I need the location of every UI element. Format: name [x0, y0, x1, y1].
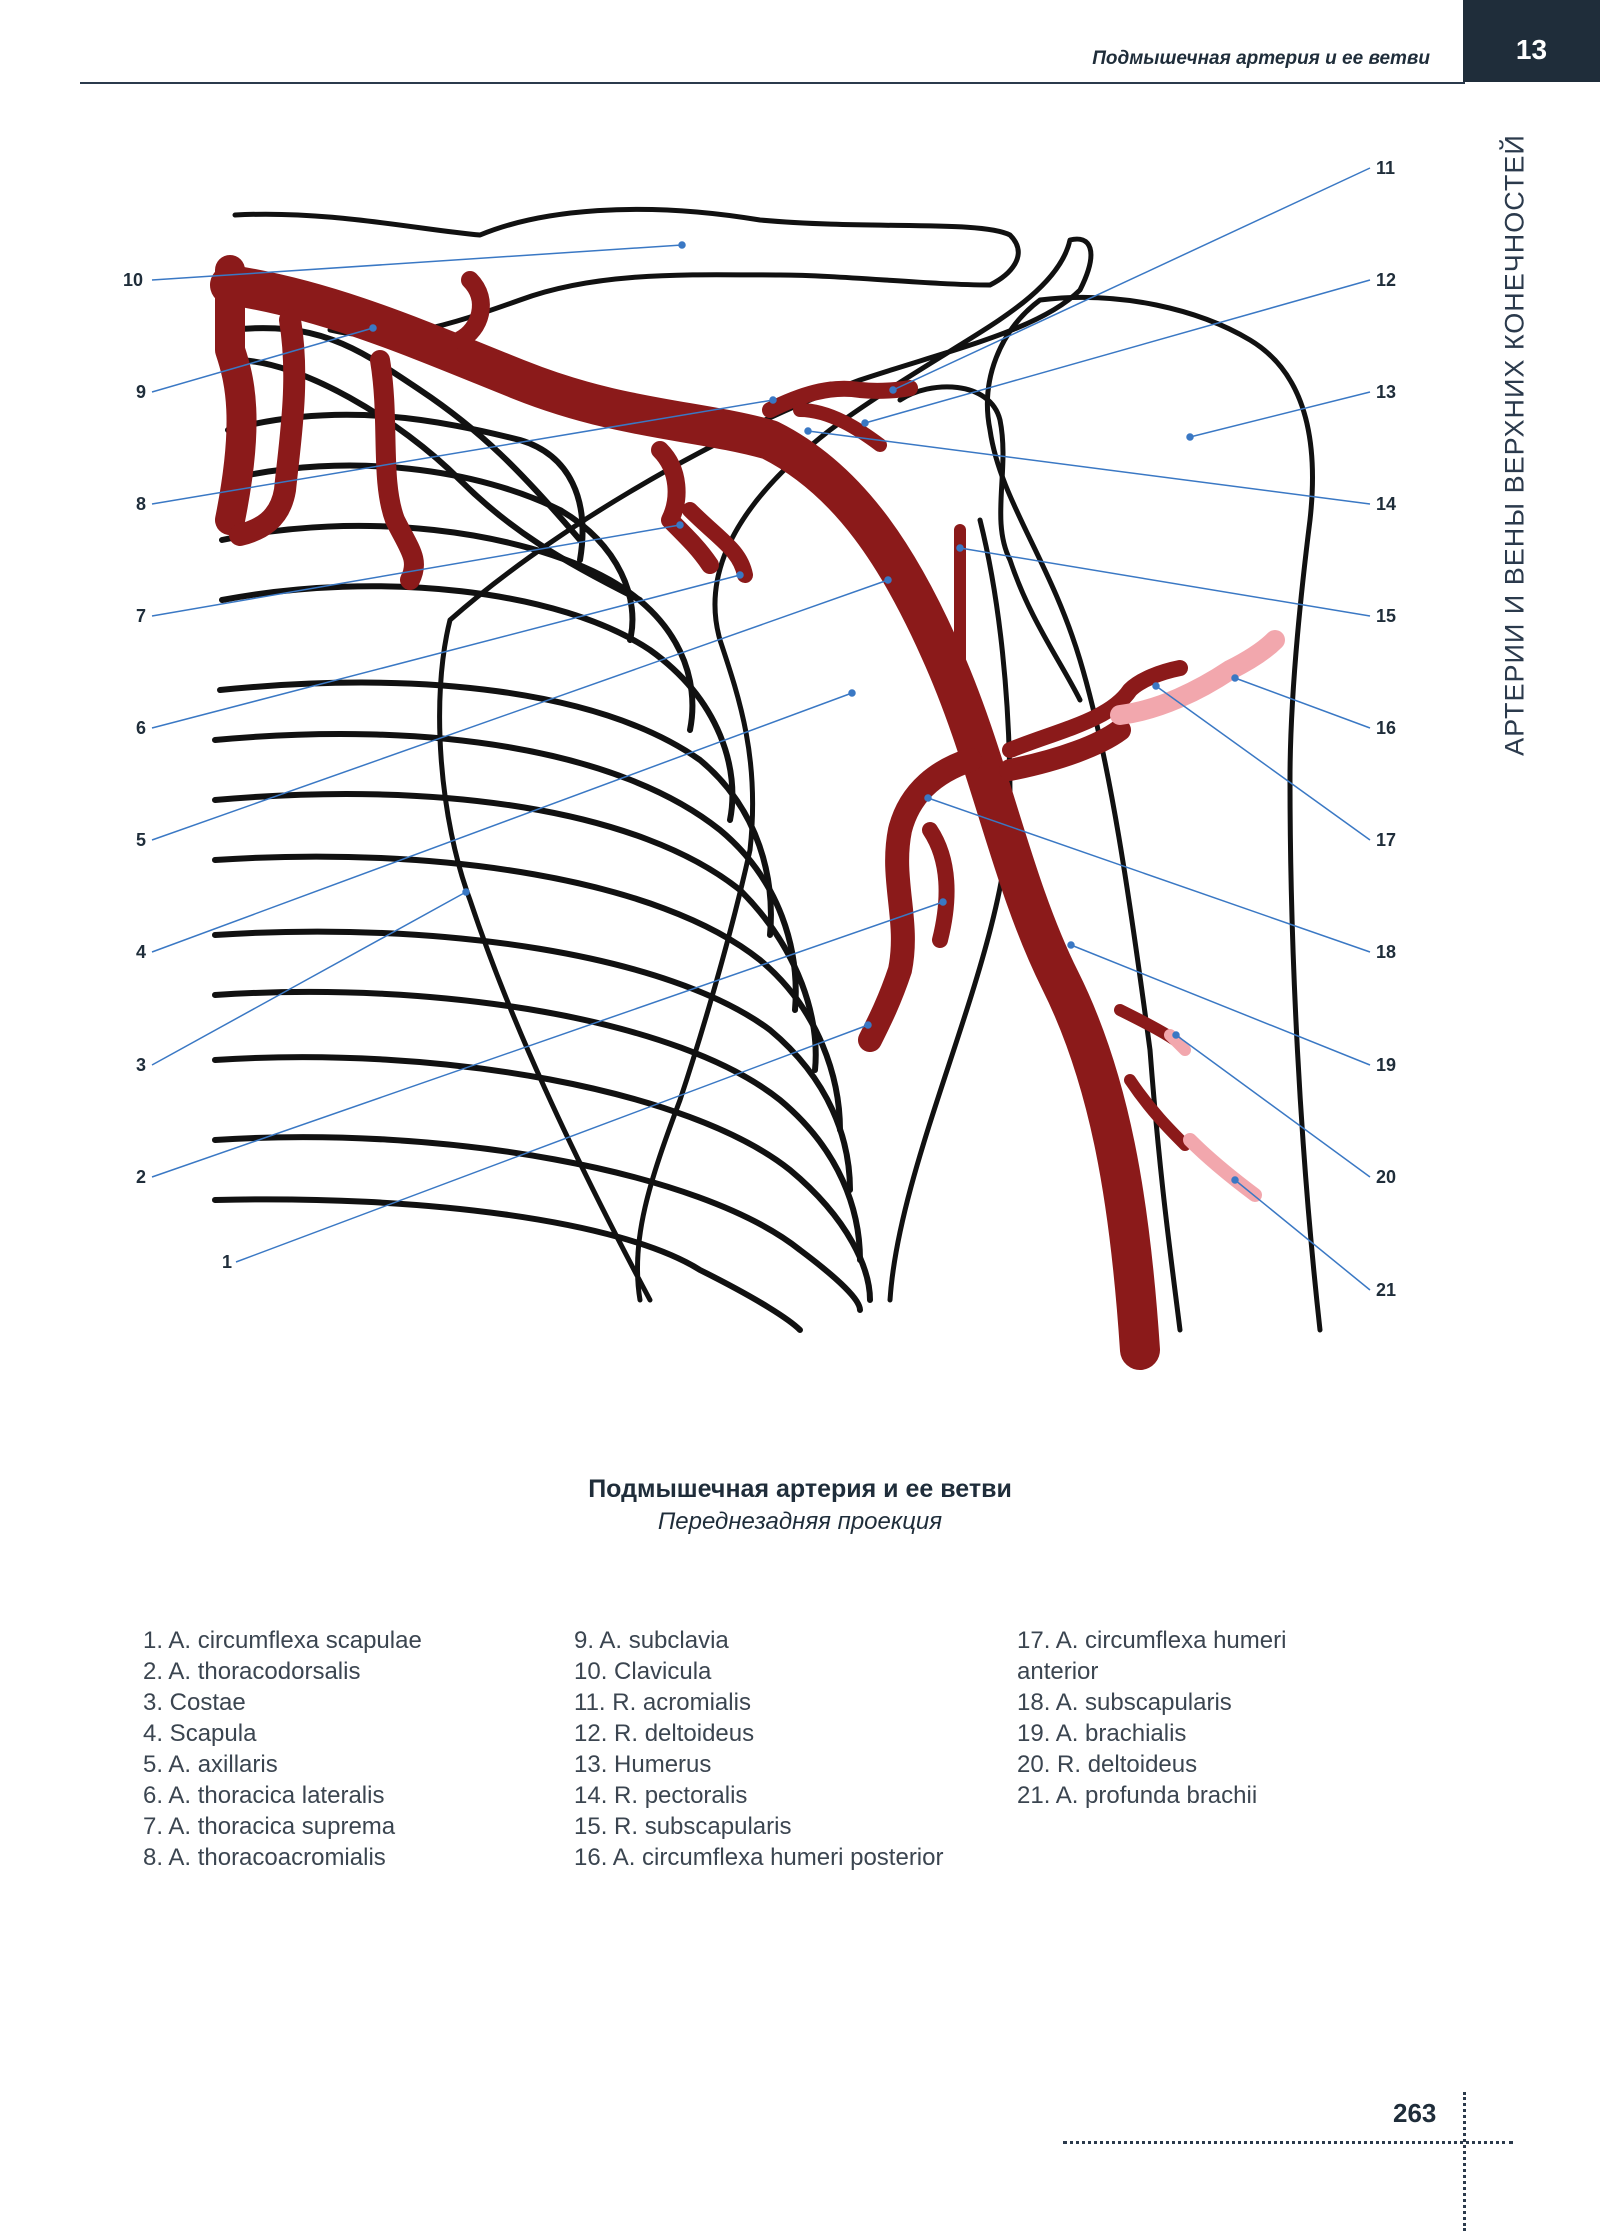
humerus-outline: [987, 297, 1320, 1330]
callout-9: 9: [136, 382, 147, 402]
legend-item: 4. Scapula: [143, 1720, 257, 1747]
figure-caption: [0, 1475, 1600, 1536]
leader-11: [893, 168, 1370, 390]
callout-6: 6: [136, 718, 147, 738]
ribs-group: [215, 328, 870, 1330]
callout-1: 1: [222, 1252, 233, 1272]
legend-item: 15. R. subscapularis: [574, 1813, 792, 1840]
leader-16: [1235, 678, 1370, 728]
legend-item: 20. R. deltoideus: [1017, 1751, 1198, 1778]
legend-column-3: [1017, 1625, 1347, 1811]
legend-item: 12. R. deltoideus: [574, 1720, 755, 1747]
callout-18: 18: [1376, 942, 1397, 962]
chapter-number: 13: [1515, 34, 1548, 65]
legend-column-1: [143, 1625, 422, 1873]
legend-item: 17. A. circumflexa humeri anterior: [1017, 1627, 1287, 1685]
callout-13: 13: [1376, 382, 1397, 402]
legend-item: 6. A. thoracica lateralis: [143, 1782, 385, 1809]
rib-13: [215, 1199, 800, 1330]
caption-title: Подмышечная артерия и ее ветви: [588, 1475, 1012, 1503]
deltoid-branch: [800, 410, 880, 445]
legend-item: 19. A. brachialis: [1017, 1720, 1187, 1747]
callout-3: 3: [136, 1055, 147, 1075]
leader-2: [152, 902, 943, 1177]
page-number: 263: [1393, 2098, 1437, 2128]
thoracic-branch-upper: [460, 280, 481, 340]
callout-11: 11: [1376, 158, 1396, 178]
leader-17: [1156, 686, 1370, 840]
legend-item: 1. A. circumflexa scapulae: [143, 1627, 422, 1654]
callout-16: 16: [1376, 718, 1397, 738]
leader-13: [1190, 392, 1370, 437]
running-header-title: Подмышечная артерия и ее ветви: [1092, 48, 1430, 69]
legend-item: 13. Humerus: [574, 1751, 712, 1778]
legend-item: 11. R. acromialis: [574, 1689, 751, 1716]
callout-4: 4: [136, 942, 147, 962]
leader-18: [928, 798, 1370, 952]
leader-19: [1071, 945, 1370, 1065]
footer-dotted-rule: [1063, 2141, 1513, 2144]
leader-14: [808, 431, 1370, 504]
leader-1: [236, 1025, 868, 1262]
callout-20: 20: [1376, 1167, 1397, 1187]
legend-item: 7. A. thoracica suprema: [143, 1813, 396, 1840]
legend-item: 9. A. subclavia: [574, 1627, 729, 1654]
callout-15: 15: [1376, 606, 1397, 626]
callout-numbers: [123, 158, 1396, 1300]
leader-15: [960, 548, 1370, 616]
legend-column-2: [574, 1625, 943, 1873]
leader-21: [1235, 1180, 1370, 1290]
subclavian-root: [230, 270, 242, 520]
callout-7: 7: [136, 606, 147, 626]
callout-5: 5: [136, 830, 147, 850]
callout-19: 19: [1376, 1055, 1397, 1075]
acromial-branch: [770, 388, 910, 410]
leader-9: [152, 328, 373, 392]
legend-item: 18. A. subscapularis: [1017, 1689, 1232, 1716]
rib-3: [222, 526, 692, 730]
rib-12: [215, 1137, 860, 1310]
legend-item: 3. Costae: [143, 1689, 246, 1716]
legend-item: 10. Clavicula: [574, 1658, 712, 1685]
legend-item: 14. R. pectoralis: [574, 1782, 748, 1809]
callout-8: 8: [136, 494, 147, 514]
callout-14: 14: [1376, 494, 1397, 514]
legend-item: 16. A. circumflexa humeri posterior: [574, 1844, 944, 1871]
legend-item: 5. A. axillaris: [143, 1751, 278, 1778]
legend-item: 8. A. thoracoacromialis: [143, 1844, 386, 1871]
caption-subtitle: Переднезадняя проекция: [657, 1508, 943, 1535]
callout-17: 17: [1376, 830, 1397, 850]
legend-item: 21. A. profunda brachii: [1017, 1782, 1258, 1809]
callout-2: 2: [136, 1167, 147, 1187]
leader-lines: [152, 168, 1370, 1290]
leader-5: [152, 580, 888, 840]
profunda-brachii-light: [1190, 1140, 1255, 1195]
subscapular-artery: [870, 760, 970, 1040]
callout-12: 12: [1376, 270, 1397, 290]
leader-3: [152, 892, 466, 1065]
footer-dotted-divider: [1463, 2092, 1466, 2231]
legend-item: 2. A. thoracodorsalis: [143, 1658, 361, 1685]
chapter-side-title: АРТЕРИИ И ВЕНЫ ВЕРХНИХ КОНЕЧНОСТЕЙ: [1499, 134, 1530, 756]
rib-4: [222, 586, 732, 820]
callout-10: 10: [123, 270, 144, 290]
circumflex-scapular: [930, 830, 947, 940]
callout-21: 21: [1376, 1280, 1397, 1300]
